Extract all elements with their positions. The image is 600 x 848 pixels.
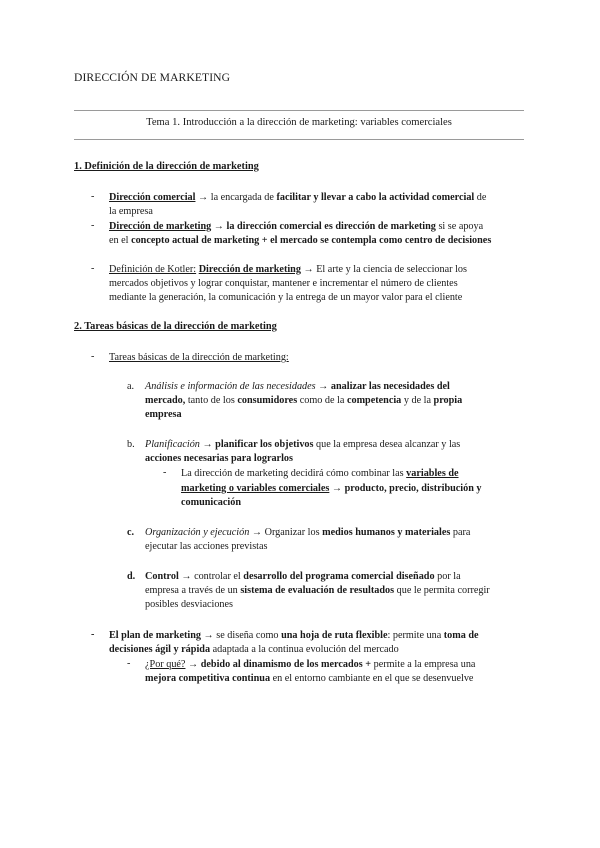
task-a-analysis: Análisis e información de las necesidades → analizar las necesidades del — [145, 381, 450, 392]
plan-line: decisiones ágil y rápida adaptada a la continua evolución del mercado — [109, 644, 399, 655]
task-line: posibles desviaciones — [145, 599, 233, 610]
bullet-dash: - — [91, 220, 95, 231]
tasks-intro: Tareas básicas de la dirección de marketing: — [109, 352, 289, 363]
task-line: ejecutar las acciones previstas — [145, 541, 268, 552]
bullet-dash: - — [91, 351, 95, 362]
definition-kotler: Definición de Kotler: Dirección de marketing → El arte y la ciencia de seleccionar los — [109, 264, 467, 275]
task-c-organization: Organización y ejecución → Organizar los medios humanos y materiales para — [145, 527, 471, 538]
task-d-control: Control → controlar el desarrollo del programa comercial diseñado por la — [145, 571, 461, 582]
definition-line: mercados objetivos y lograr conquistar, mantener e incrementar el número de clientes — [109, 278, 458, 289]
task-a-label: a. — [127, 381, 135, 392]
bullet-dash: - — [163, 467, 167, 478]
definition-line: en el concepto actual de marketing + el mercado se contempla como centro de decisiones — [109, 235, 492, 246]
plan-line: mejora competitiva continua en el entorno cambiante en el que se desenvuelve — [145, 673, 474, 684]
divider-top — [74, 110, 524, 111]
task-line: mercado, tanto de los consumidores como de la competencia y de la propia — [145, 395, 463, 406]
task-line: acciones necesarias para lograrlos — [145, 453, 293, 464]
task-line: empresa a través de un sistema de evaluación de resultados que le permita corregir — [145, 585, 490, 596]
bullet-dash: - — [91, 263, 95, 274]
document-title: DIRECCIÓN DE MARKETING — [74, 71, 231, 84]
divider-bottom — [74, 139, 524, 140]
topic-heading: Tema 1. Introducción a la dirección de marketing: variables comerciales — [146, 117, 452, 128]
task-line: marketing o variables comerciales → producto, precio, distribución y — [181, 483, 482, 494]
definition-line: mediante la generación, la comunicación y la entrega de un mayor valor para el cliente — [109, 292, 463, 303]
bullet-dash: - — [127, 658, 131, 669]
bullet-dash: - — [91, 191, 95, 202]
section-1-heading: 1. Definición de la dirección de marketing — [74, 161, 259, 172]
definition-direccion-comercial: Dirección comercial → la encargada de facilitar y llevar a cabo la actividad comercial de — [109, 192, 487, 203]
section-2-heading: 2. Tareas básicas de la dirección de marketing — [74, 321, 277, 332]
task-c-label: c. — [127, 527, 135, 538]
plan-why: ¿Por qué? → debido al dinamismo de los mercados + permite a la empresa una — [145, 659, 476, 670]
bullet-dash: - — [91, 629, 95, 640]
task-b-label: b. — [127, 439, 135, 450]
task-d-label: d. — [127, 571, 136, 582]
task-line: comunicación — [181, 497, 241, 508]
task-line: empresa — [145, 409, 182, 420]
definition-line: la empresa — [109, 206, 153, 217]
plan-marketing: El plan de marketing → se diseña como una hoja de ruta flexible: permite una toma de — [109, 630, 479, 641]
task-b-subpoint: La dirección de marketing decidirá cómo combinar las variables de — [181, 468, 459, 479]
definition-direccion-marketing: Dirección de marketing → la dirección comercial es dirección de marketing si se apoya — [109, 221, 484, 232]
task-b-planning: Planificación → planificar los objetivos que la empresa desea alcanzar y las — [145, 439, 461, 450]
